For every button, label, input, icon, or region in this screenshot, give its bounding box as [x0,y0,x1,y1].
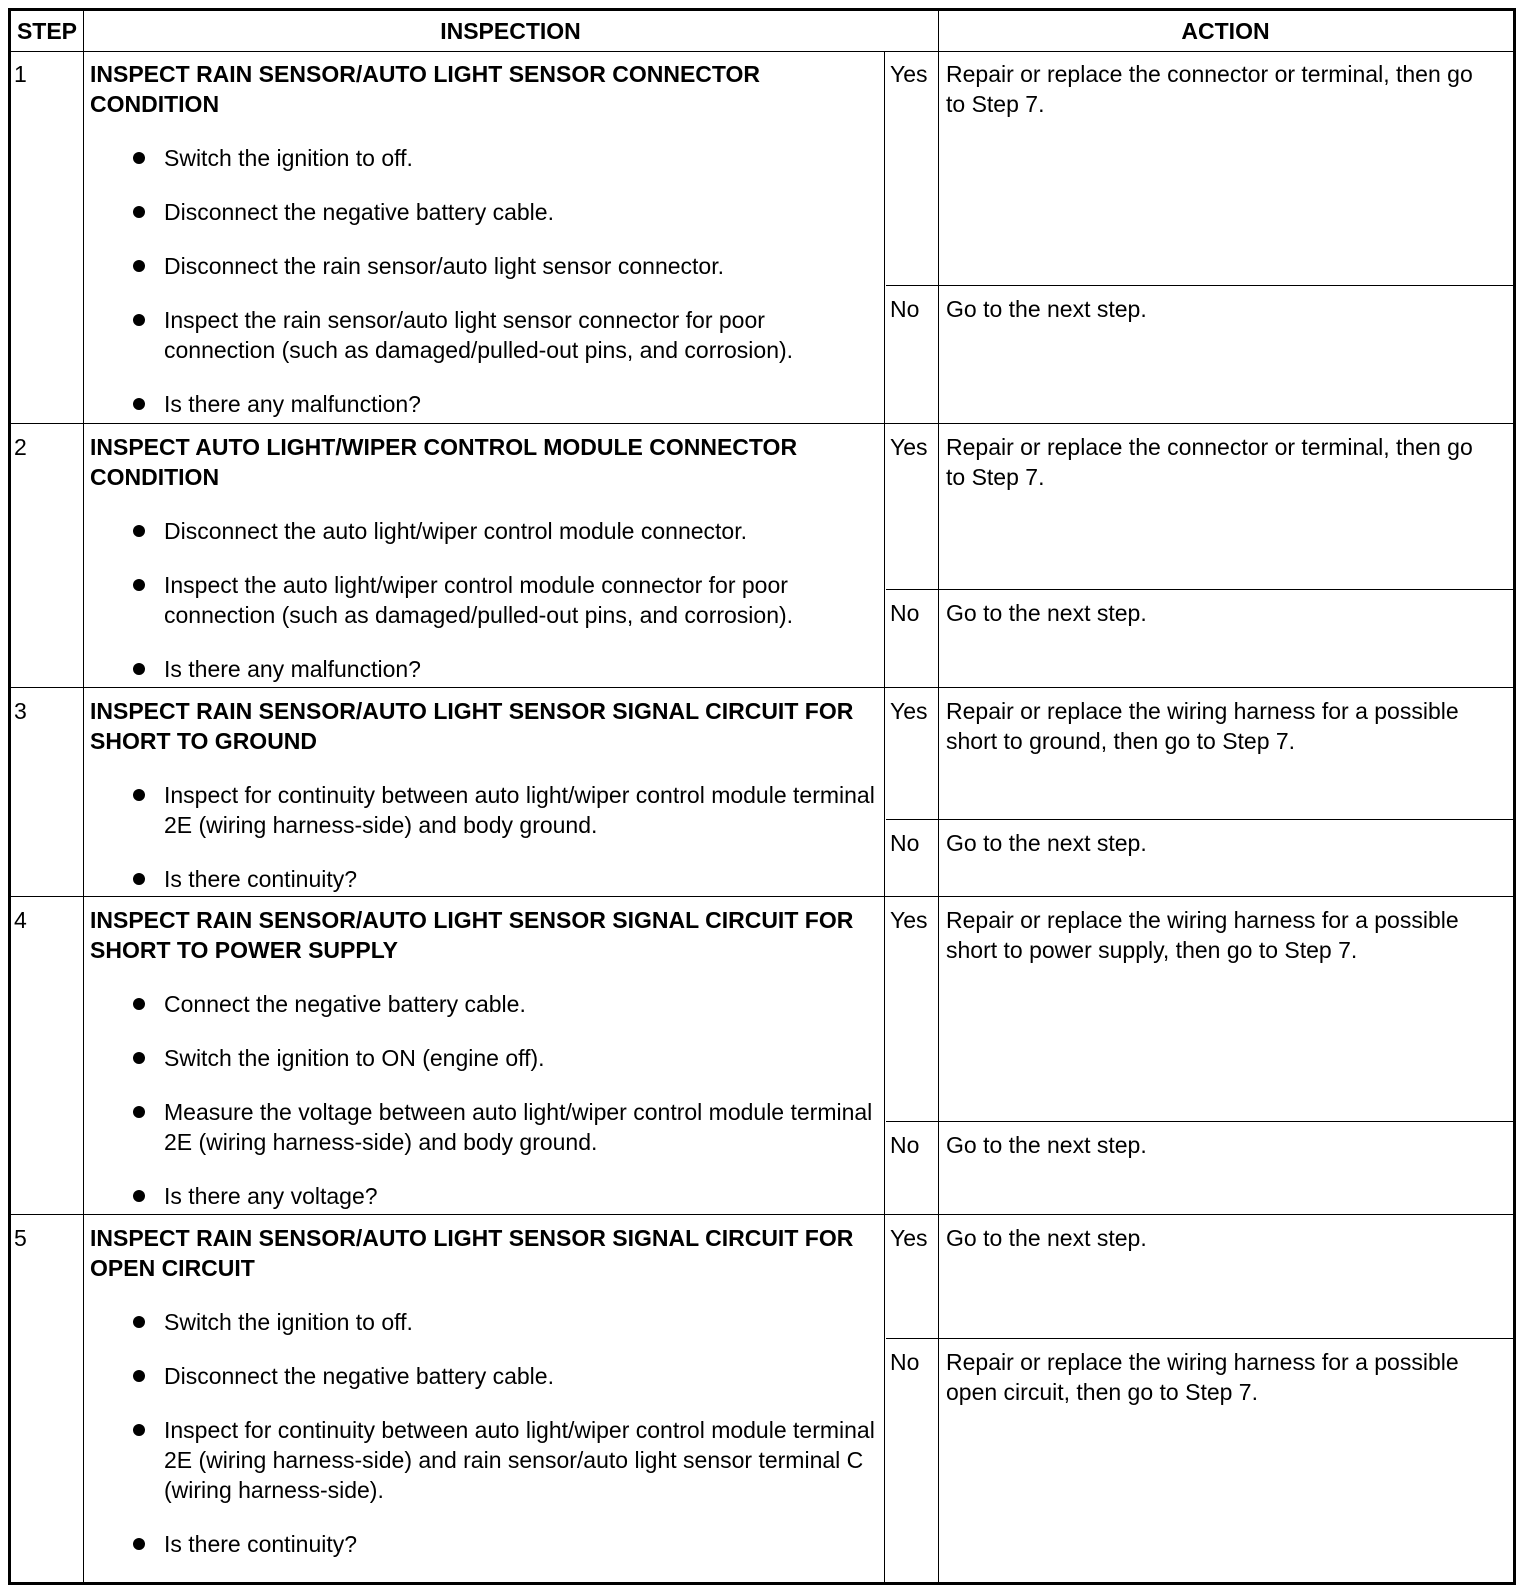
bullet-item: Inspect for continuity between auto light/wiper control module terminal 2E (wiring harness-side) and rain sensor/auto light sensor terminal C (wiring harness-side). [90,1415,880,1505]
bullet-item: Is there any malfunction? [90,654,880,684]
yes-result [886,424,1513,590]
yes-label: Yes [890,61,928,87]
no-label: No [890,1132,920,1158]
header-action: ACTION [1181,18,1270,44]
yes-action: Repair or replace the connector or terminal, then go to Step 7. [946,61,1473,117]
yes-result [886,897,1513,1122]
diagnostic-table [8,8,1516,1585]
bullet-item: Switch the ignition to off. [90,1307,880,1337]
bullet-item: Disconnect the auto light/wiper control module connector. [90,516,880,546]
no-action: Go to the next step. [946,296,1147,322]
inspection-cell [90,59,880,419]
no-result [886,1339,1513,1582]
no-result [886,820,1513,896]
bullet-item: Disconnect the negative battery cable. [90,1361,880,1391]
yes-result [886,51,1513,286]
step-title: INSPECT AUTO LIGHT/WIPER CONTROL MODULE CONNECTOR CONDITION [90,434,798,490]
bullet-item: Disconnect the negative battery cable. [90,197,880,227]
bullet-item: Switch the ignition to off. [90,143,880,173]
table-header [11,11,1513,52]
bullet-list [90,516,880,684]
bullet-list [90,780,880,894]
bullet-item: Is there any malfunction? [90,389,880,419]
no-label: No [890,1349,920,1375]
bullet-list [90,989,880,1211]
step-title: INSPECT RAIN SENSOR/AUTO LIGHT SENSOR SIGNAL CIRCUIT FOR OPEN CIRCUIT [90,1225,854,1281]
bullet-item: Inspect the rain sensor/auto light sensor connector for poor connection (such as damaged/pulled-out pins, and corrosion). [90,305,880,365]
inspection-cell [90,432,880,684]
bullet-list [90,1307,880,1559]
yes-label: Yes [890,907,928,933]
no-result [886,1122,1513,1214]
inspection-cell [90,1223,880,1559]
table-row [11,1215,1513,1582]
yes-action: Go to the next step. [946,1225,1147,1251]
no-label: No [890,600,920,626]
step-number: 1 [14,61,27,87]
table-row [11,688,1513,897]
no-label: No [890,296,920,322]
yes-action: Repair or replace the connector or terminal, then go to Step 7. [946,434,1473,490]
no-result [886,286,1513,423]
inspection-cell [90,905,880,1211]
no-action: Go to the next step. [946,1132,1147,1158]
step-number: 3 [14,698,27,724]
step-title: INSPECT RAIN SENSOR/AUTO LIGHT SENSOR SIGNAL CIRCUIT FOR SHORT TO POWER SUPPLY [90,907,854,963]
table-row [11,51,1513,424]
bullet-item: Inspect the auto light/wiper control module connector for poor connection (such as damaged/pulled-out pins, and corrosion). [90,570,880,630]
bullet-item: Measure the voltage between auto light/wiper control module terminal 2E (wiring harness-side) and body ground. [90,1097,880,1157]
step-title: INSPECT RAIN SENSOR/AUTO LIGHT SENSOR SIGNAL CIRCUIT FOR SHORT TO GROUND [90,698,854,754]
bullet-item: Connect the negative battery cable. [90,989,880,1019]
yes-label: Yes [890,434,928,460]
table-row [11,897,1513,1215]
header-step: STEP [16,18,78,44]
bullet-item: Is there continuity? [90,1529,880,1559]
no-action: Go to the next step. [946,600,1147,626]
yes-action: Repair or replace the wiring harness for a possible short to ground, then go to Step 7. [946,698,1459,754]
step-number: 2 [14,434,27,460]
step-number: 5 [14,1225,27,1251]
bullet-item: Is there any voltage? [90,1181,880,1211]
step-number: 4 [14,907,27,933]
bullet-item: Disconnect the rain sensor/auto light sensor connector. [90,251,880,281]
header-inspection: INSPECTION [440,18,581,44]
bullet-list [90,143,880,419]
no-result [886,590,1513,687]
table-row [11,424,1513,688]
yes-result [886,1215,1513,1339]
no-action: Go to the next step. [946,830,1147,856]
step-title: INSPECT RAIN SENSOR/AUTO LIGHT SENSOR CONNECTOR CONDITION [90,61,761,117]
no-action: Repair or replace the wiring harness for a possible open circuit, then go to Step 7. [946,1349,1459,1405]
yes-label: Yes [890,698,928,724]
yes-result [886,688,1513,820]
no-label: No [890,830,920,856]
bullet-item: Switch the ignition to ON (engine off). [90,1043,880,1073]
yes-action: Repair or replace the wiring harness for a possible short to power supply, then go to Step 7. [946,907,1459,963]
bullet-item: Inspect for continuity between auto light/wiper control module terminal 2E (wiring harness-side) and body ground. [90,780,880,840]
inspection-cell [90,696,880,894]
yes-label: Yes [890,1225,928,1251]
bullet-item: Is there continuity? [90,864,880,894]
